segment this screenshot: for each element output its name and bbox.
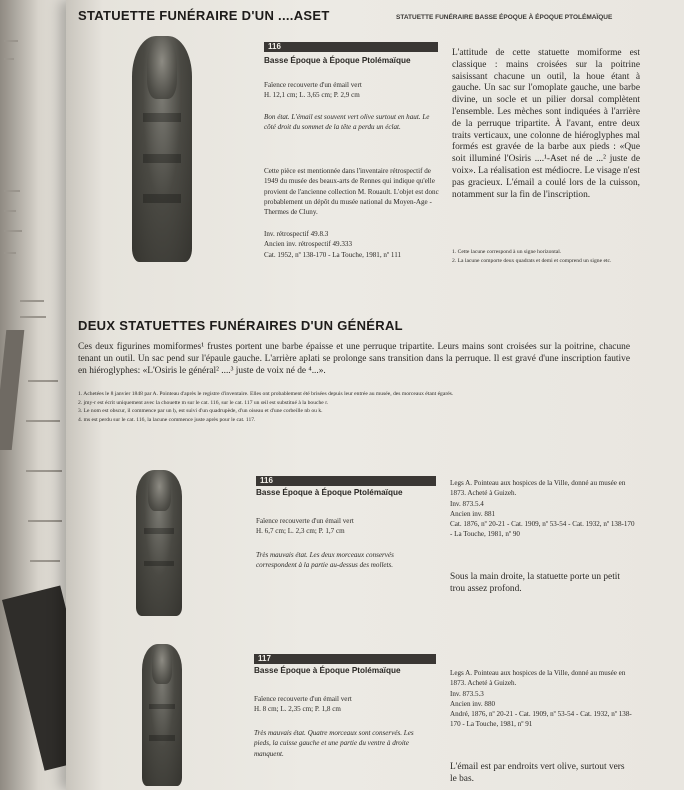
inventory-retro: Inv. rétrospectif 49.8.3: [264, 230, 329, 238]
footnote: 1. Cette lacune correspond à un signe horizontal.: [452, 249, 562, 255]
catalog-number-bar: 117: [254, 654, 436, 664]
condition: Très mauvais état. Quatre morceaux sont conservés. Les pieds, la cuisse gauche et une partie du ventre à droite manquent.: [254, 729, 414, 758]
section1-footnotes: [452, 248, 642, 265]
description: L'attitude de cette statuette momiforme est classique : mains croisées sur la poitrine saisissant chacune un outil, la houe étant à gauche. Un sac sur l'omoplate gauche, une barbe divine, un socle et un pilier dorsal complètent l'ensemble. Les mèches sont indiquées à l'arrière de la perruque tripartite. À l'avant, entre deux traits verticaux, une colonne de hiéroglyphes mal formés est gravée de la barbe aux pieds : «Que soit illuminé l'Osiris ....¹-Aset né de ...² juste de voix». La réalisation est médiocre. Le visage n'est pas gracieux. L'émail a coulé lors de la cuisson, notamment sur la fin de l'inscription.: [452, 48, 640, 200]
facing-text-line: [20, 316, 46, 318]
statuette-photo-116: [132, 36, 192, 262]
facing-text-line: [4, 230, 22, 232]
section2-title: DEUX STATUETTES FUNÉRAIRES D'UN GÉNÉRAL: [78, 318, 403, 333]
statuette-photo-116b: [136, 470, 182, 616]
facing-text-line: [28, 380, 58, 382]
dimensions: H. 6,7 cm; L. 2,3 cm; P. 1,7 cm: [256, 527, 345, 536]
condition: Bon état. L'émail est souvent vert olive surtout en haut. Le côté droit du sommet de la tête a perdu un éclat.: [264, 113, 430, 132]
condition: Très mauvais état. Les deux morceaux conservés correspondent à la partie au-dessus des mollets.: [256, 551, 394, 570]
facing-text-line: [4, 252, 16, 254]
section2-footnotes: [78, 390, 630, 424]
footnote: 2. jmy-r est écrit uniquement avec la chouette m sur le cat. 116, sur le cat. 117 un œil est substitué à la bouche r.: [78, 399, 329, 406]
facing-text-line: [4, 210, 16, 212]
period-heading: Basse Époque à Époque Ptolémaïque: [264, 56, 411, 65]
inventory: Inv. 873.5.4: [450, 499, 484, 508]
dimensions: H. 12,1 cm; L. 3,65 cm; P. 2,9 cm: [264, 91, 360, 100]
facing-text-line: [4, 190, 20, 192]
facing-text-line: [26, 470, 62, 472]
period-heading: Basse Époque à Époque Ptolémaïque: [256, 488, 403, 497]
facing-text-line: [20, 300, 44, 302]
catalog-reference: Cat. 1876, nº 20-21 - Cat. 1909, nº 53-54 - Cat. 1932, nº 138-170 - La Touche, 1981, nº 90: [450, 520, 635, 539]
catalog-reference: Cat. 1952, nº 138-170 - La Touche, 1981, nº 111: [264, 250, 402, 259]
section1-title: STATUETTE FUNÉRAIRE D'UN ....ASET: [78, 8, 330, 23]
catalog-number-bar: 116: [264, 42, 438, 52]
catalog-number-bar: 116: [256, 476, 436, 486]
facing-text-line: [28, 520, 62, 522]
material: Faïence recouverte d'un émail vert: [256, 517, 354, 525]
footnote: 3. Le nom est obscur, il commence par un ḥ, est suivi d'un quadrupède, d'un oiseau et d'une corbeille nb ou k.: [78, 408, 323, 415]
facing-text-line: [4, 58, 14, 60]
provenance: Cette pièce est mentionnée dans l'inventaire rétrospectif de 1949 du musée des beaux-arts de Rennes qui indique qu'elle provient de l'ancienne collection M. Rouault. L'objet est donc probablement un dépôt du musée national du Moyen-Age - Thermes de Cluny.: [264, 167, 439, 217]
footnote: 2. La lacune comporte deux quadrats et demi et comprend un signe etc.: [452, 257, 612, 264]
footnote: 4. ms est perdu sur le cat. 116, la lacune commence juste après pour le cat. 117.: [78, 416, 256, 423]
old-inventory: Ancien inv. 880: [450, 699, 496, 708]
old-inventory: Ancien inv. 881: [450, 509, 496, 518]
material: Faïence recouverte d'un émail vert: [264, 81, 362, 89]
material: Faïence recouverte d'un émail vert: [254, 695, 352, 703]
catalog-reference: André, 1876, nº 20-21 - Cat. 1909, nº 53-54 - Cat. 1932, nº 138-170 - La Touche, 1981, nº 91: [450, 710, 632, 729]
note: L'émail est par endroits vert olive, surtout vers le bas.: [450, 762, 625, 784]
catalog-page: [66, 0, 684, 790]
facing-text-line: [26, 420, 60, 422]
legs: Legs A. Pointeau aux hospices de la Ville, donné au musée en 1873. Acheté à Guizeh.: [450, 479, 626, 498]
section2-intro: Ces deux figurines momiformes¹ frustes portent une barbe épaisse et une perruque tripartite. Leurs mains sont croisées sur la poitrine, chacune tenant un outil. Un sac pend sur l'épaule gauche. L'arrière aplati se prolonge sans transition dans la perruque. Il est gravé d'une inscription fautive en hiéroglyphes: «L'Osiris le général² ....³ juste de voix né de ⁴...».: [78, 342, 630, 376]
period-heading: Basse Époque à Époque Ptolémaïque: [254, 666, 401, 675]
footnote: 1. Achetées le 8 janvier 1848 par A. Pointeau d'après le registre d'inventaire. Elles ont probablement été brisées depuis leur entrée au musée, des morceaux étant égarés.: [78, 391, 454, 397]
facing-text-line: [30, 560, 60, 562]
old-inventory: Ancien inv. rétrospectif 49.333: [264, 240, 352, 249]
facing-page-band: [0, 330, 24, 450]
statuette-photo-117: [142, 644, 182, 786]
legs: Legs A. Pointeau aux hospices de la Ville, donné au musée en 1873. Acheté à Guizeh.: [450, 669, 626, 688]
running-head: STATUETTE FUNÉRAIRE BASSE ÉPOQUE À ÉPOQUE PTOLÉMAÏQUE: [396, 14, 613, 21]
inventory: Inv. 873.5.3: [450, 689, 484, 698]
facing-text-line: [4, 40, 18, 42]
note: Sous la main droite, la statuette porte un petit trou assez profond.: [450, 572, 621, 594]
dimensions: H. 8 cm; L. 2,35 cm; P. 1,8 cm: [254, 705, 341, 714]
